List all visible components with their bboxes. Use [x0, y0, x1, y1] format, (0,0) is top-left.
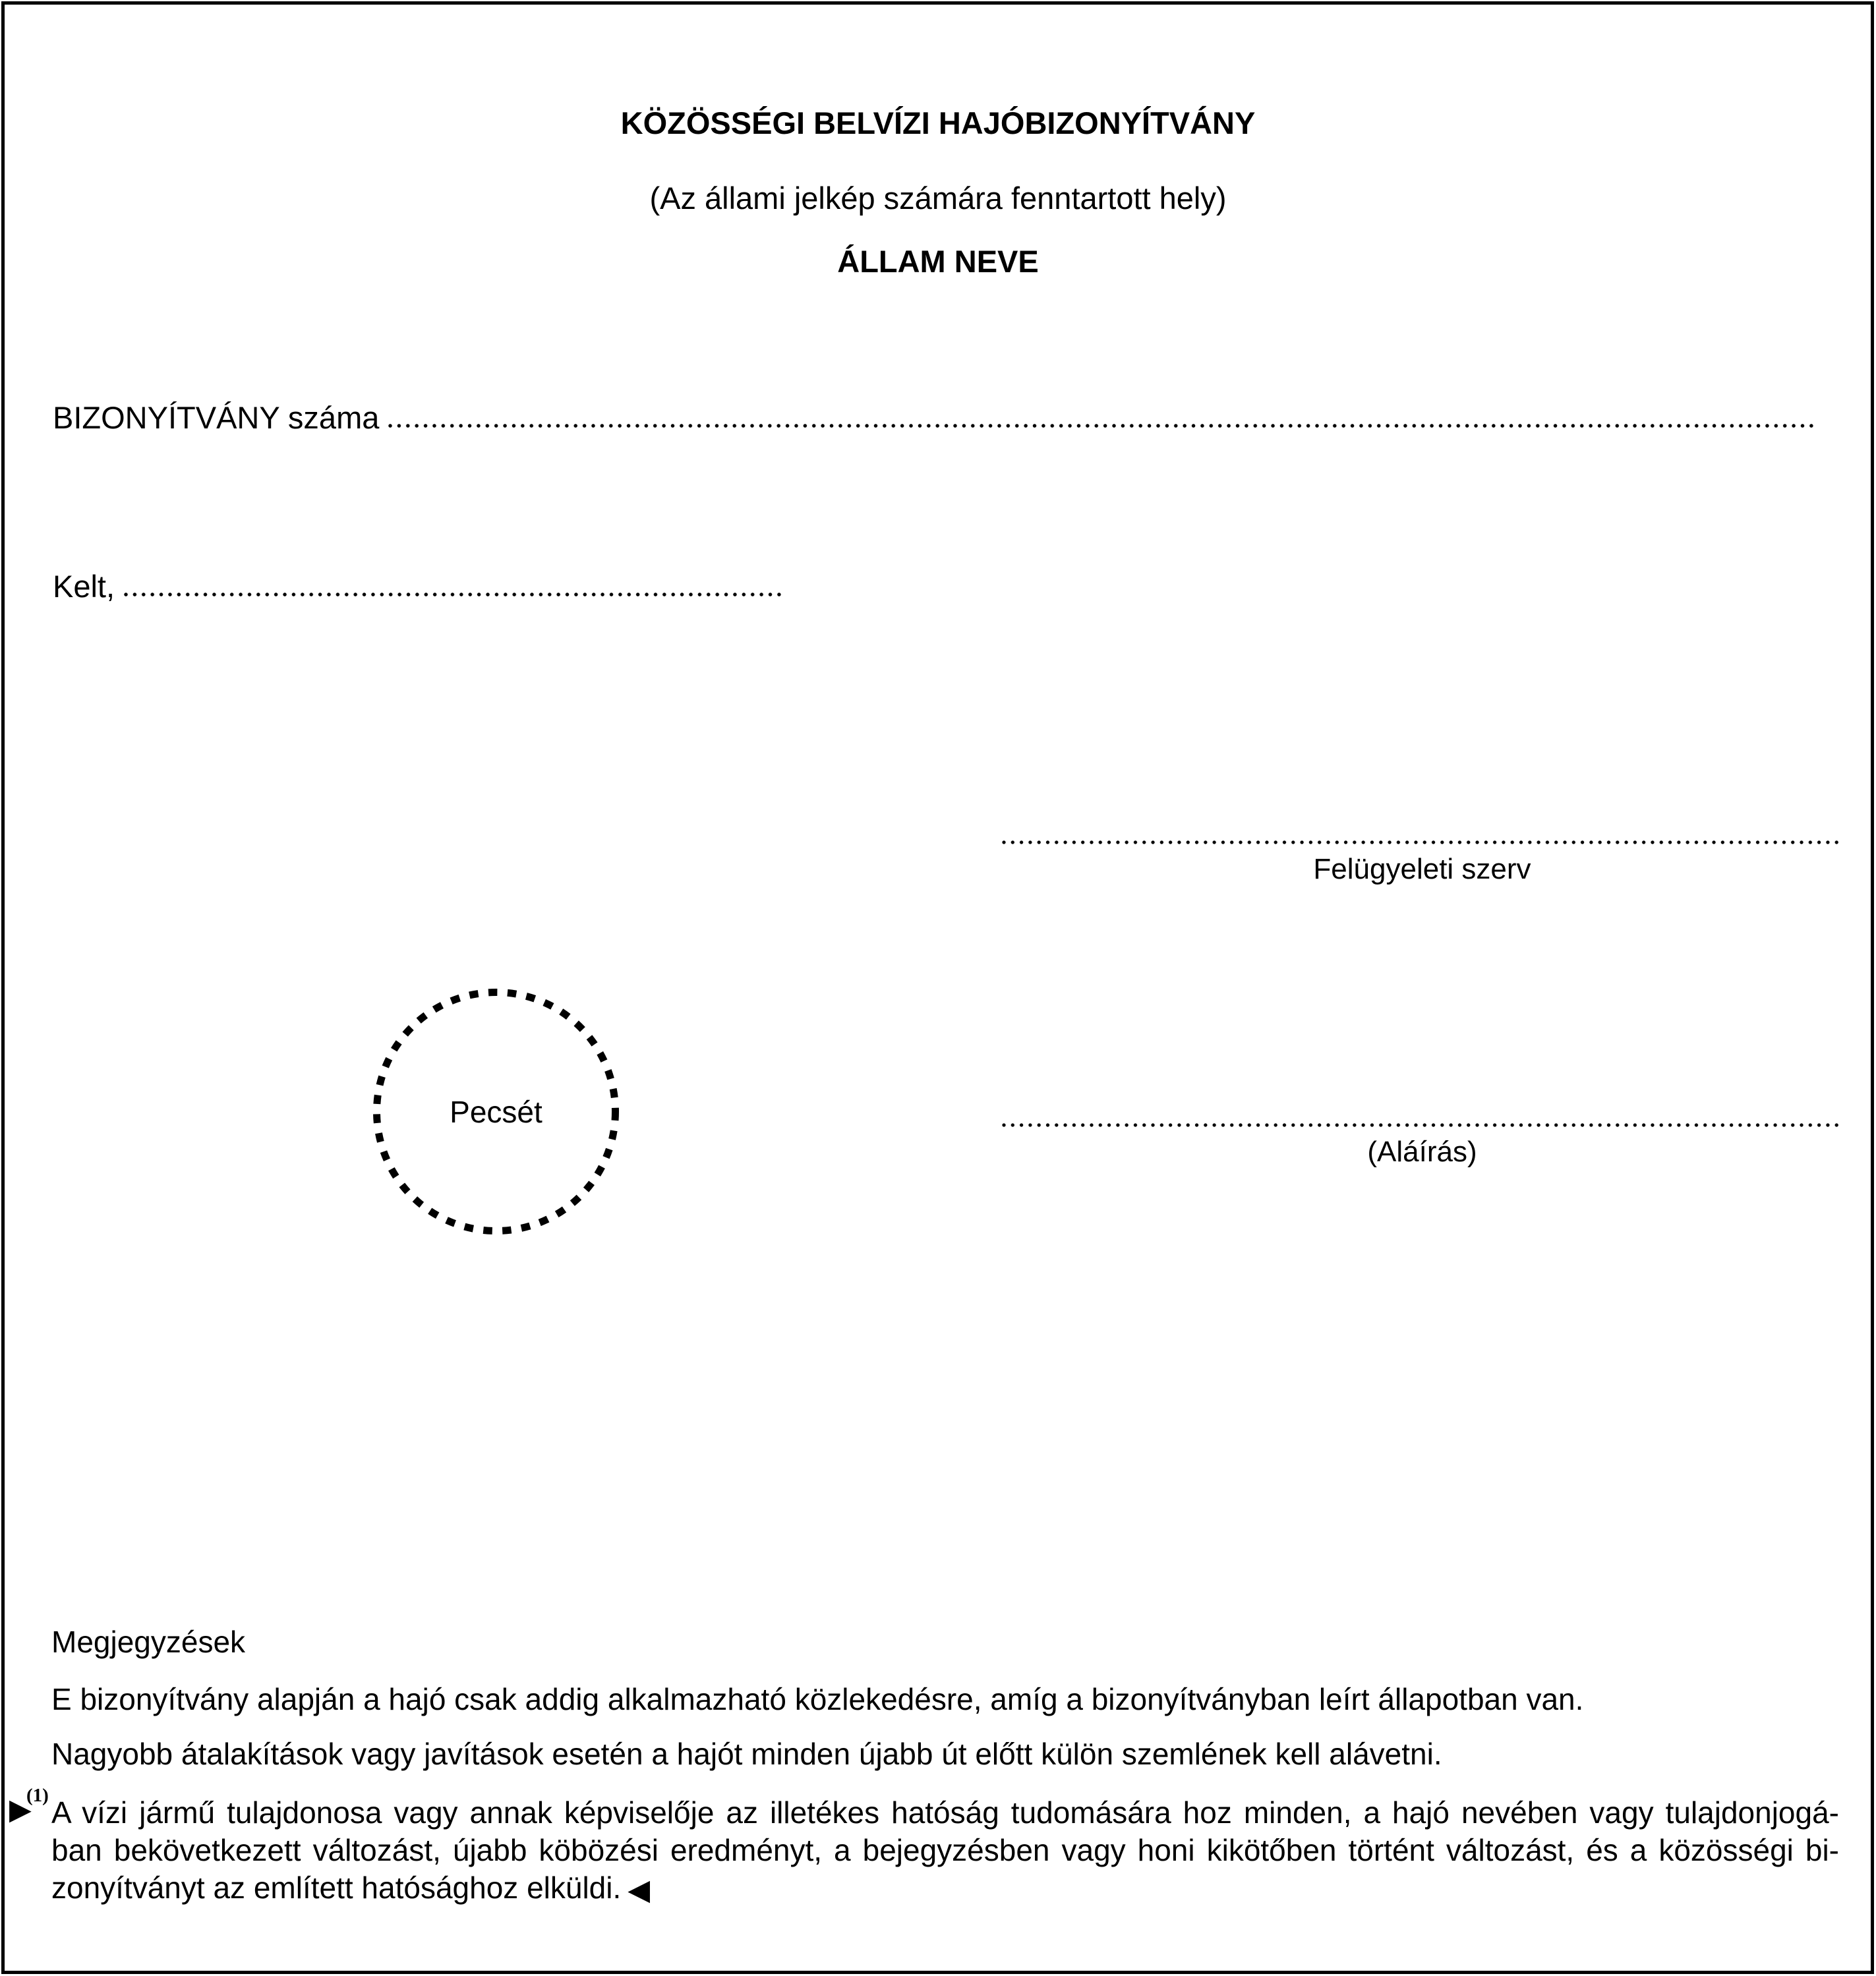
document-title: KÖZÖSSÉGI BELVÍZI HAJÓBIZONYÍTVÁNY — [620, 105, 1256, 140]
supervisory-body-label: Felügyeleti szerv — [1313, 853, 1531, 885]
signature-label: (Aláírás) — [1367, 1136, 1477, 1168]
note-paragraph-1: E bizonyítvány alapján a hajó csak addig alkalmazható közlekedésre, amíg a bizonyítványban leírt állapotban van. — [51, 1682, 1584, 1716]
certificate-number-field — [53, 399, 1817, 436]
amendment-close-marker-icon: ◀ — [628, 1873, 651, 1907]
date-field — [53, 567, 786, 605]
note-paragraph-3-line-3-text: zonyítványt az említett hatósághoz elküldi. — [51, 1871, 622, 1905]
supervisory-body-field — [1002, 838, 1842, 886]
page-border — [1, 1, 1874, 1974]
certificate-number-dotted-line — [388, 422, 1817, 430]
state-name: ÁLLAM NEVE — [837, 244, 1039, 279]
date-dotted-line — [124, 591, 786, 598]
note-paragraph-3 — [9, 1785, 1839, 1909]
footnote-reference: (1) — [26, 1785, 49, 1806]
note-paragraph-3-line-2: ban bekövetkezett változást, újabb köbözési eredményt, a bejegyzésben vagy honi kikötőben történt változást, és a közösségi bi- — [51, 1833, 1839, 1867]
supervisory-body-dotted-line — [1002, 838, 1842, 846]
seal-area — [372, 988, 620, 1235]
certificate-number-label: BIZONYÍTVÁNY száma — [53, 400, 380, 435]
state-emblem-placeholder-note: (Az állami jelkép számára fenntartott hely) — [649, 181, 1227, 216]
seal-label: Pecsét — [450, 1094, 542, 1129]
amendment-open-marker-icon: ▶ — [9, 1793, 32, 1826]
note-paragraph-3-line-3 — [51, 1869, 1839, 1909]
note-paragraph-3-line-1: A vízi jármű tulajdonosa vagy annak képviselője az illetékes hatóság tudomására hoz minden, a hajó nevében vagy tulajdonjogá- — [51, 1795, 1839, 1830]
note-paragraph-2: Nagyobb átalakítások vagy javítások esetén a hajót minden újabb út előtt külön szemlének kell alávetni. — [51, 1737, 1442, 1771]
date-label: Kelt, — [53, 569, 115, 604]
signature-dotted-line — [1002, 1121, 1842, 1129]
notes-heading: Megjegyzések — [51, 1625, 246, 1659]
signature-field — [1002, 1121, 1842, 1169]
